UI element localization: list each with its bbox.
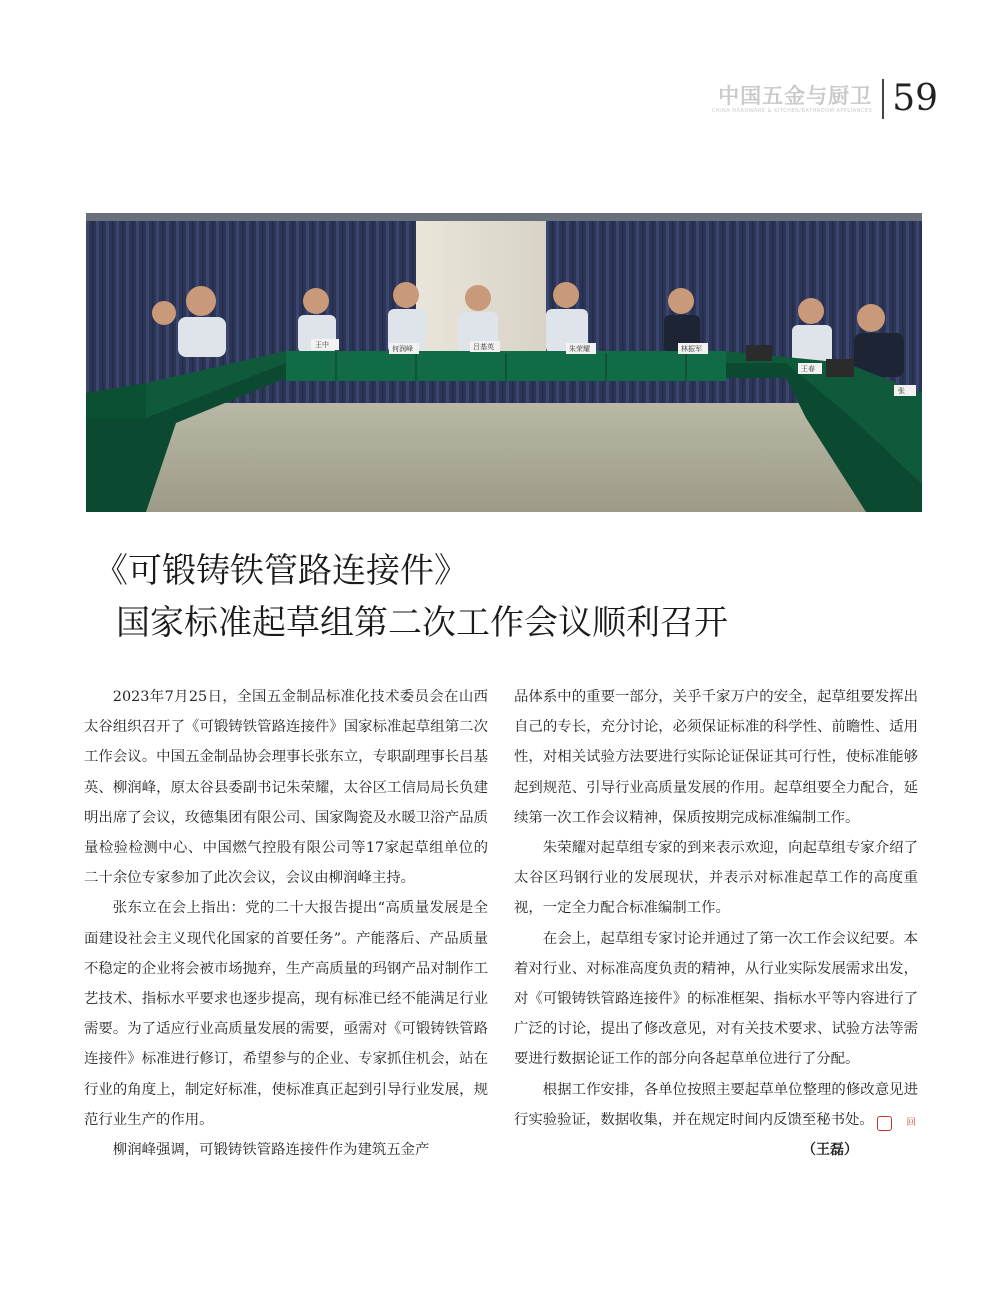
title-line-2: 国家标准起草组第二次工作会议顺利召开 [116,603,728,643]
name-card-2: 何润峰 [392,345,413,353]
header-divider [882,79,884,119]
name-card-6: 王春 [801,365,815,373]
body-column-right [514,682,918,1165]
paragraph: 品体系中的重要一部分，关乎千家万户的安全，起草组要发挥出自己的专长，充分讨论，必须保证标准的科学性、前瞻性、适用性，对相关试验方法要进行实际论证保证其可行性，使标准能够起到规范、引导行业高质量发展的作用。起草组要全力配合，延续第一次工作会议精神，保质按期完成标准编制工作。 [514,689,918,826]
paragraph: 2023年7月25日，全国五金制品标准化技术委员会在山西太谷组织召开了《可锻铸铁管路连接件》国家标准起草组第二次工作会议。中国五金制品协会理事长张东立，专职副理事长吕基英、柳润峰，原太谷县委副书记朱荣耀，太谷区工信局局长负建明出席了会议，玫德集团有限公司、国家陶瓷及水暖卫浴产品质量检验检测中心、中国燃气控股有限公司等17家起草组单位的二十余位专家参加了此次会议，会议由柳润峰主持。 [84,689,488,887]
article-author: （王磊） [802,1142,858,1159]
name-card-1: 王中 [315,341,329,349]
meeting-photo [86,213,922,512]
page-number: 59 [892,78,938,119]
paragraph: 在会上，起草组专家讨论并通过了第一次工作会议纪要。本着对行业、对标准高度负责的精神，从行业实际发展需求出发，对《可锻铸铁管路连接件》的标准框架、指标水平等内容进行了广泛的讨论，提出了修改意见，对有关技术要求、试验方法等需要进行数据论证工作的部分向各起草单位进行了分配。 [514,930,918,1068]
end-mark-icon: 回 [877,1116,892,1131]
page-header [712,76,938,122]
name-card-3: 吕基英 [473,343,494,351]
name-card-5: 林振军 [681,345,702,353]
paragraph: 朱荣耀对起草组专家的到来表示欢迎，向起草组专家介绍了太谷区玛钢行业的发展现状，并表示对标准起草工作的高度重视，一定全力配合标准编制工作。 [514,840,918,917]
name-card-4: 朱荣耀 [569,345,590,353]
logo-subtext: CHINA HARDWARE & KITCHEN/BATHROOM APPLIANCES [711,107,873,114]
paragraph-text: 根据工作安排，各单位按照主要起草单位整理的修改意见进行实验验证，数据收集，并在规定时间内反馈至秘书处。 [514,1081,918,1128]
article-title [86,548,946,646]
body-column-left [84,682,488,1165]
name-card-7: 张 [898,387,905,395]
title-line-1: 《可锻铸铁管路连接件》 [94,551,468,591]
logo-text: 中国五金与厨卫 [718,83,873,108]
paragraph: 柳润峰强调，可锻铸铁管路连接件作为建筑五金产 [112,1142,430,1159]
paragraph: 张东立在会上指出：党的二十大报告提出“高质量发展是全面建设社会主义现代化国家的首要任务”。产能落后、产品质量不稳定的企业将会被市场抛弃，生产高质量的玛钢产品对制作工艺技术、指标水平要求也逐步提高，现有标准已经不能满足行业需要。为了适应行业高质量发展的需要，亟需对《可锻铸铁管路连接件》标准进行修订，希望参与的企业、专家抓住机会，站在行业的角度上，制定好标准，使标准真正起到引导行业发展，规范行业生产的作用。 [84,900,488,1128]
magazine-logo [712,84,872,115]
paragraph-final [514,1075,918,1135]
